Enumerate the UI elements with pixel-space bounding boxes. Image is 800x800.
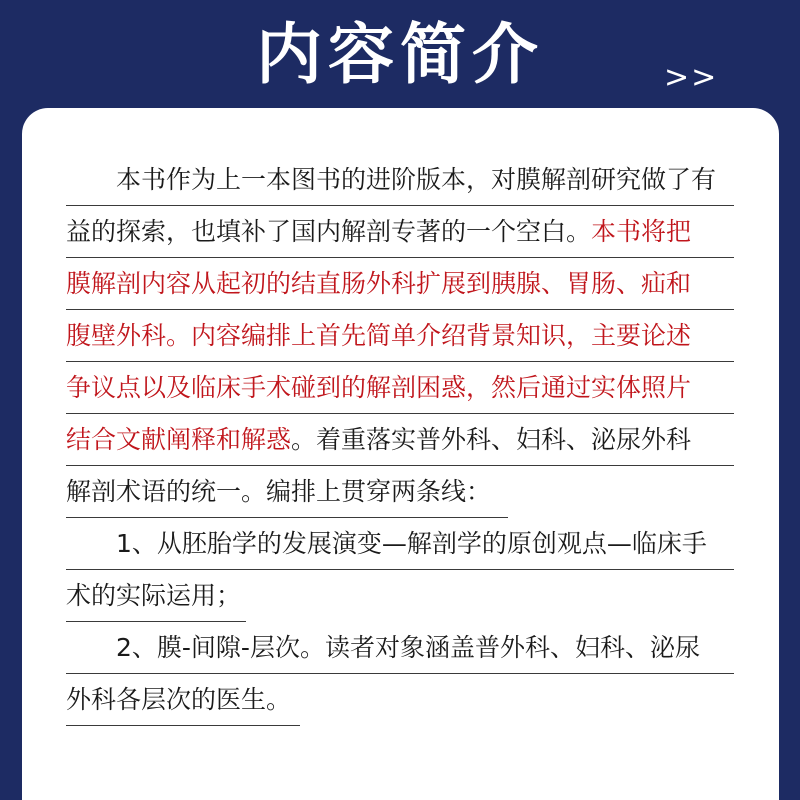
line-2-highlight: 本书将把 — [591, 217, 692, 246]
underline — [66, 725, 300, 726]
underline — [66, 361, 734, 362]
underline — [66, 569, 734, 570]
line-1-text: 本书作为上一本图书的进阶版本，对膜解剖研究做了有 — [66, 165, 717, 194]
page-title: 内容简介 — [256, 16, 544, 93]
line-9-text: 术的实际运用； — [66, 581, 242, 610]
underline — [66, 257, 734, 258]
text-line — [66, 264, 736, 316]
text-line — [66, 680, 736, 732]
underline — [66, 309, 734, 310]
line-6-highlight: 结合文献阐释和解惑 — [66, 425, 292, 454]
line-6-text: 。着重落实普外科、妇科、泌尿外科 — [291, 425, 692, 454]
header-banner — [0, 0, 800, 108]
line-2-text: 益的探索，也填补了国内解剖专著的一个空白。 — [66, 217, 592, 246]
text-line — [66, 160, 736, 212]
underline — [66, 413, 734, 414]
intro-text — [66, 160, 736, 732]
text-line — [66, 524, 736, 576]
text-line — [66, 368, 736, 420]
line-11-text: 外科各层次的医生。 — [66, 685, 292, 714]
text-line — [66, 472, 736, 524]
underline — [66, 465, 734, 466]
line-5-highlight: 争议点以及临床手术碰到的解剖困惑，然后通过实体照片 — [66, 373, 692, 402]
underline — [66, 205, 734, 206]
line-8-text: 1、从胚胎学的发展演变—解剖学的原创观点—临床手 — [66, 529, 707, 558]
text-line — [66, 628, 736, 680]
double-chevron-right-icon: >> — [664, 60, 719, 95]
text-line — [66, 576, 736, 628]
line-7-text: 解剖术语的统一。编排上贯穿两条线： — [66, 477, 492, 506]
underline — [66, 517, 508, 518]
underline — [66, 621, 246, 622]
text-line — [66, 212, 736, 264]
line-3-highlight: 膜解剖内容从起初的结直肠外科扩展到胰腺、胃肠、疝和 — [66, 269, 692, 298]
line-10-text: 2、膜-间隙-层次。读者对象涵盖普外科、妇科、泌尿 — [66, 633, 700, 662]
underline — [66, 673, 734, 674]
text-line — [66, 420, 736, 472]
text-line — [66, 316, 736, 368]
line-4-highlight: 腹壁外科。内容编排上首先简单介绍背景知识，主要论述 — [66, 321, 692, 350]
